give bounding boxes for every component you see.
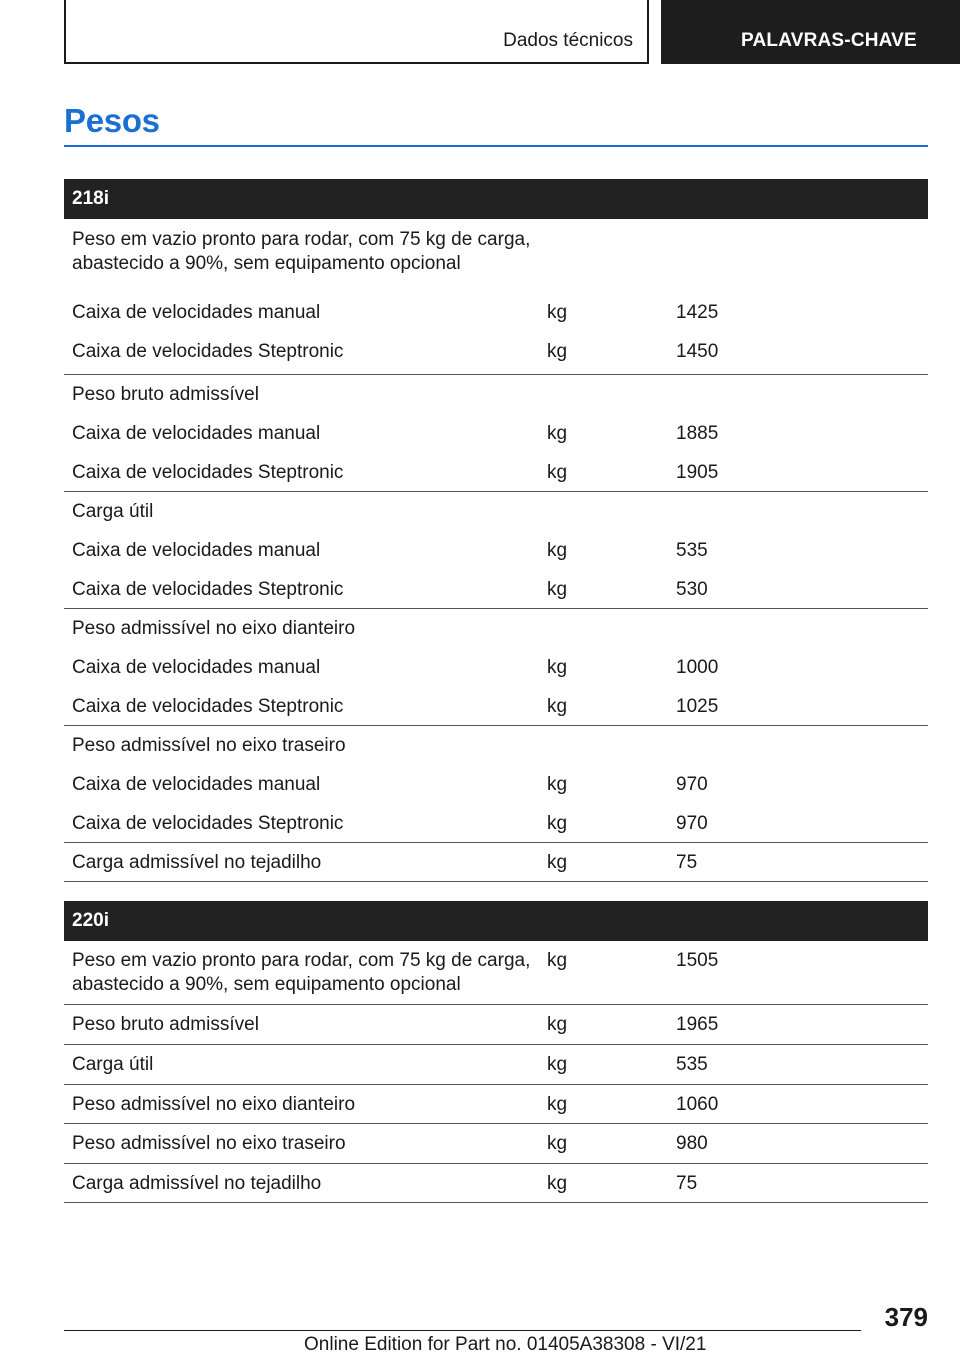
row-unit: kg [547,462,568,483]
table-row [64,804,928,843]
row-label: Caixa de velocidades Steptronic [72,813,344,834]
page-title: Pesos [64,102,160,139]
row-unit: kg [547,302,568,323]
row-value: 1425 [676,302,719,323]
table-row [64,492,928,531]
row-label: Carga admissível no tejadilho [72,1173,322,1194]
row-unit: kg [547,423,568,444]
table-row [64,609,928,648]
row-value: 535 [676,540,708,561]
row-value: 980 [676,1133,708,1154]
title-divider [64,145,928,147]
table-row [64,726,928,765]
row-label: Caixa de velocidades Steptronic [72,341,344,362]
row-unit: kg [547,1054,568,1075]
row-unit: kg [547,540,568,561]
table-row [64,1085,928,1124]
table-header: 220i [64,901,928,941]
table-row [64,336,928,375]
table-row [64,941,928,1005]
row-label: Peso admissível no eixo dianteiro [72,618,356,639]
row-unit: kg [547,1094,568,1115]
table-row [64,531,928,570]
row-label: Peso admissível no eixo traseiro [72,735,346,756]
row-unit: kg [547,950,568,971]
row-label: Caixa de velocidades manual [72,540,321,561]
table-row [64,219,928,297]
row-unit: kg [547,1173,568,1194]
table-row [64,1005,928,1045]
row-label: Peso admissível no eixo traseiro [72,1133,346,1154]
row-label: Peso em vazio pronto para rodar, com 75 kg de carga, abastecido a 90%, sem equipamento opcional [72,229,531,274]
weights-table-218i [64,179,928,882]
row-unit: kg [547,341,568,362]
row-label: Caixa de velocidades manual [72,657,321,678]
keywords-tab[interactable] [661,0,960,64]
section-title: Dados técnicos [503,30,633,51]
section-tab[interactable] [64,0,649,64]
table-row [64,687,928,726]
table-row [64,648,928,687]
row-unit: kg [547,774,568,795]
row-label: Caixa de velocidades manual [72,302,321,323]
row-unit: kg [547,1133,568,1154]
row-value: 970 [676,774,708,795]
row-value: 530 [676,579,708,600]
row-value: 1905 [676,462,719,483]
row-label: Carga útil [72,1054,154,1075]
row-value: 1450 [676,341,719,362]
row-unit: kg [547,657,568,678]
row-label: Caixa de velocidades Steptronic [72,462,344,483]
row-value: 75 [676,852,698,873]
row-value: 1060 [676,1094,719,1115]
row-unit: kg [547,1014,568,1035]
row-value: 1885 [676,423,719,444]
row-label: Carga admissível no tejadilho [72,852,322,873]
row-value: 970 [676,813,708,834]
row-label: Caixa de velocidades Steptronic [72,579,344,600]
footer-divider [64,1330,861,1331]
table-row [64,765,928,804]
keywords-label: PALAVRAS-CHAVE [741,30,917,51]
table-row [64,1045,928,1085]
table-row [64,570,928,609]
table-row [64,843,928,882]
row-label: Caixa de velocidades Steptronic [72,696,344,717]
row-value: 1000 [676,657,719,678]
row-value: 75 [676,1173,698,1194]
edition-note: Online Edition for Part no. 01405A38308 - VI/21 [304,1334,707,1355]
table-header: 218i [64,179,928,219]
row-unit: kg [547,813,568,834]
row-label: Peso bruto admissível [72,384,259,405]
table-row [64,1164,928,1203]
row-label: Peso em vazio pronto para rodar, com 75 kg de carga, abastecido a 90%, sem equipamento opcional [72,950,531,995]
table-row [64,375,928,414]
row-label: Caixa de velocidades manual [72,774,321,795]
row-value: 1965 [676,1014,719,1035]
row-value: 1505 [676,950,719,971]
row-label: Caixa de velocidades manual [72,423,321,444]
row-unit: kg [547,579,568,600]
row-unit: kg [547,852,568,873]
table-row [64,414,928,453]
weights-table-220i [64,901,928,1203]
row-value: 1025 [676,696,719,717]
row-label: Peso admissível no eixo dianteiro [72,1094,356,1115]
row-value: 535 [676,1054,708,1075]
row-label: Peso bruto admissível [72,1014,259,1035]
row-unit: kg [547,696,568,717]
table-row [64,297,928,336]
table-row [64,453,928,492]
row-label: Carga útil [72,501,154,522]
page-number: 379 [884,1302,928,1332]
table-row [64,1124,928,1164]
